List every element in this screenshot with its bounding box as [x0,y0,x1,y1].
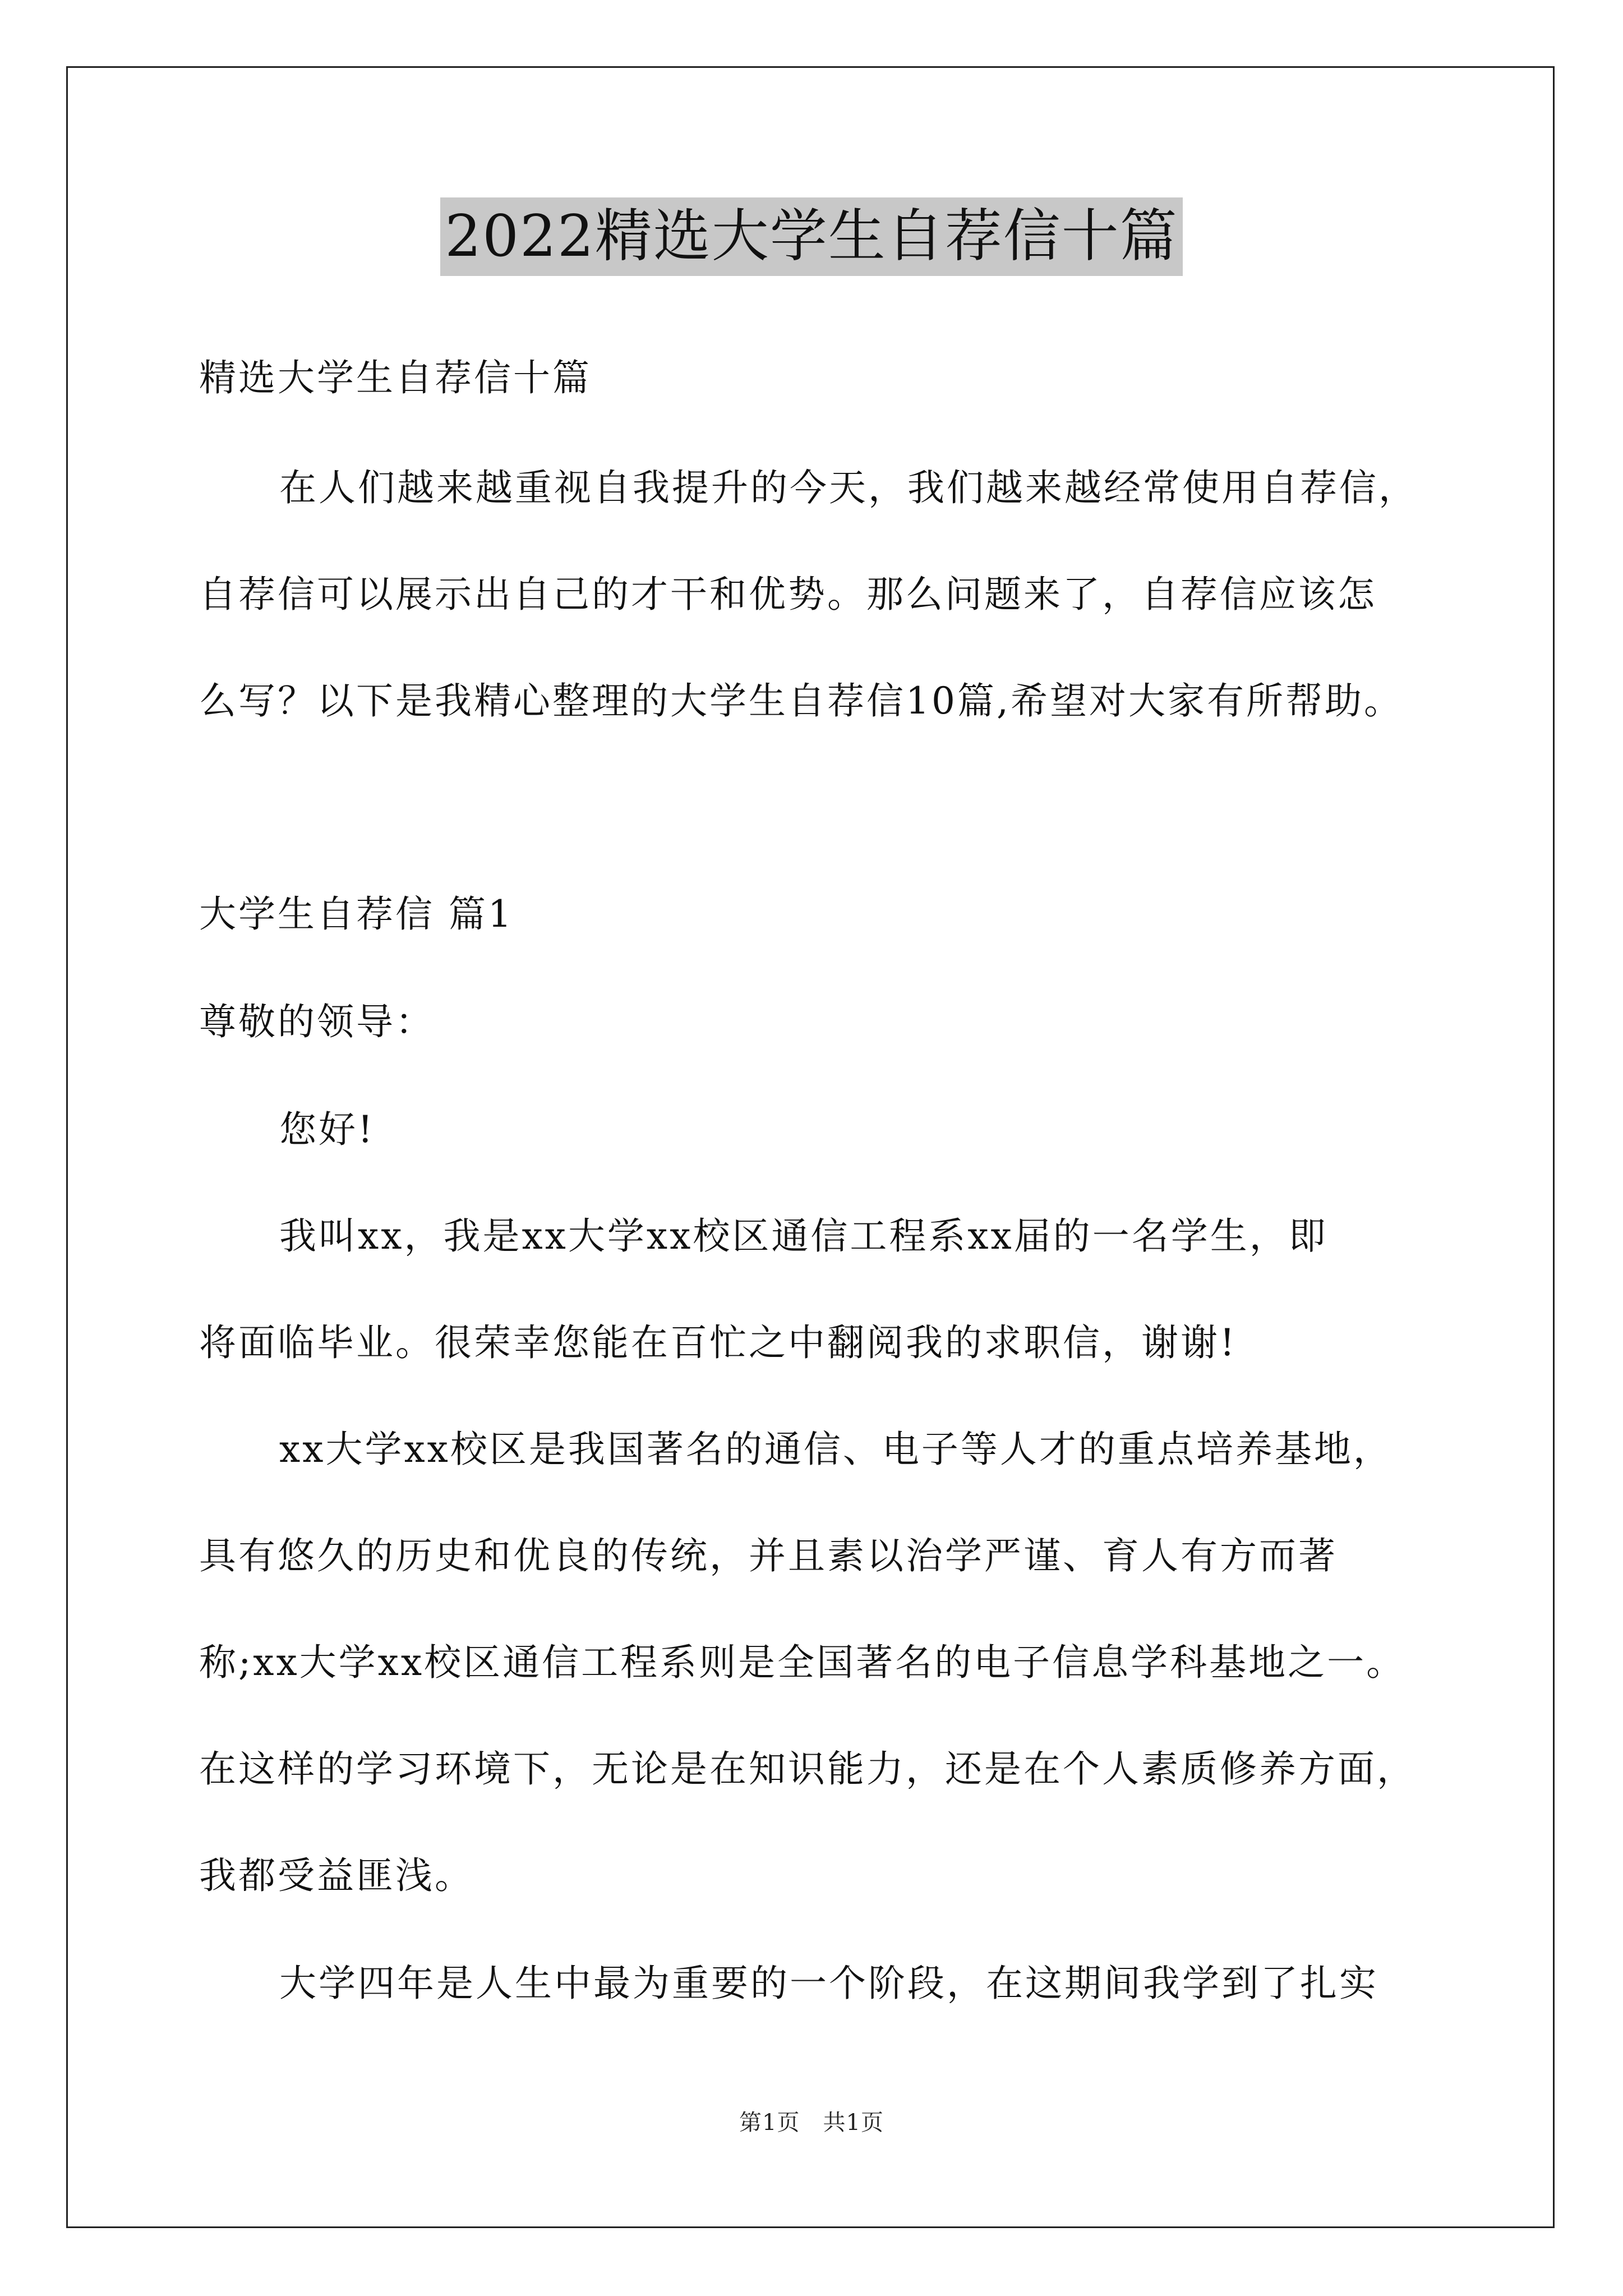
para2-line-3: 称;xx大学xx校区通信工程系则是全国著名的电子信息学科基地之一。 [199,1641,1406,1684]
para2-line-1: xx大学xx校区是我国著名的通信、电子等人才的重点培养基地， [279,1428,1393,1471]
title-block [0,197,1623,276]
para2-line-2: 具有悠久的历史和优良的传统，并且素以治学严谨、育人有方而著 [199,1534,1338,1577]
para1-line-1: 我叫xx，我是xx大学xx校区通信工程系xx届的一名学生，即 [279,1214,1328,1258]
document-title: 2022精选大学生自荐信十篇 [440,197,1183,276]
section-heading: 大学生自荐信 篇1 [199,892,514,936]
para2-line-5: 我都受益匪浅。 [199,1854,474,1897]
document-subtitle: 精选大学生自荐信十篇 [199,356,592,399]
intro-line-2: 自荐信可以展示出自己的才干和优势。那么问题来了，自荐信应该怎 [199,573,1377,616]
para1-line-2: 将面临毕业。很荣幸您能在百忙之中翻阅我的求职信，谢谢! [199,1321,1237,1364]
intro-line-1: 在人们越来越重视自我提升的今天，我们越来越经常使用自荐信， [279,466,1418,509]
intro-line-3: 么写？以下是我精心整理的大学生自荐信10篇,希望对大家有所帮助。 [199,679,1403,723]
greeting: 您好! [279,1108,375,1151]
para3-line-1: 大学四年是人生中最为重要的一个阶段，在这期间我学到了扎实 [279,1962,1378,2005]
salutation: 尊敬的领导： [199,1000,435,1043]
para2-line-4: 在这样的学习环境下，无论是在知识能力，还是在个人素质修养方面， [199,1747,1416,1791]
page-number-footer: 第1页 共1页 [739,2110,884,2136]
